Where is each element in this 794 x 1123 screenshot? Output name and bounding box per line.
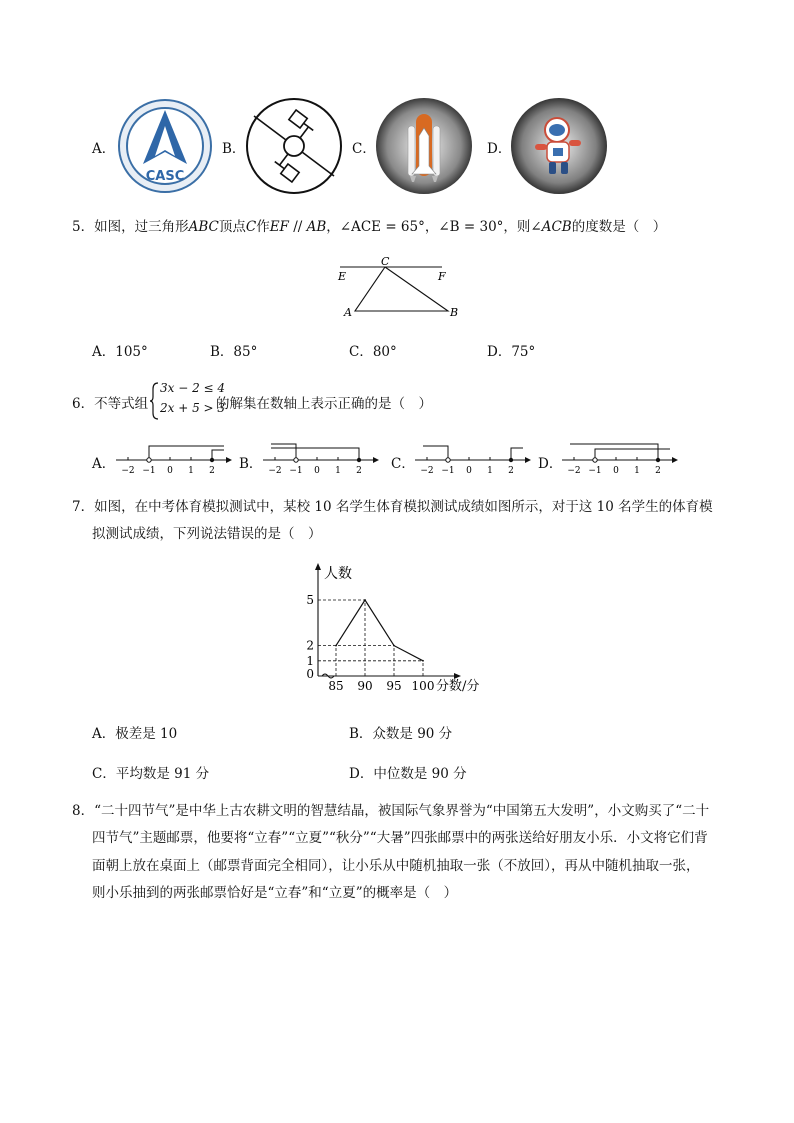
q5-answer-a: A．105°	[92, 344, 148, 360]
q6-option-c-label: C．	[391, 456, 415, 472]
svg-text:−2: −2	[121, 466, 135, 476]
svg-text:−1: −1	[142, 466, 156, 476]
q6-ineq1: 3x − 2 ≤ 4	[160, 381, 226, 395]
satellite-symbol-icon	[244, 96, 344, 196]
x-tick-label: 90	[357, 679, 373, 693]
q7-answer-c: C．平均数是 91 分	[92, 766, 210, 782]
svg-text:0: 0	[314, 466, 320, 476]
svg-text:−1: −1	[289, 466, 303, 476]
q5-ef: EF	[269, 219, 289, 235]
q6-numberline-d	[560, 440, 680, 476]
origin-label: 0	[306, 667, 314, 681]
data-point	[393, 645, 395, 647]
q5-answer-b: B．85°	[210, 344, 258, 360]
svg-text:1: 1	[188, 466, 194, 476]
q5-acb: ACB	[541, 219, 572, 235]
label-e: E	[338, 270, 347, 283]
q7-line-chart	[296, 558, 496, 698]
svg-text:2: 2	[356, 466, 362, 476]
svg-text:0: 0	[613, 466, 619, 476]
y-axis-arrow	[315, 563, 321, 570]
astronaut-icon	[509, 96, 609, 196]
q7-answer-d: D．中位数是 90 分	[349, 766, 467, 782]
q5-number: 5．	[72, 219, 95, 235]
svg-text:−1: −1	[441, 466, 455, 476]
x-tick-label: 85	[328, 679, 344, 693]
q6-numberline-c	[413, 440, 533, 476]
q6-ineq2: 2x + 5 > 3	[160, 401, 226, 415]
q8-number: 8．	[72, 803, 95, 819]
q8-stem-line4: 则小乐抽到的两张邮票恰好是“立春”和“立夏”的概率是（ ）	[92, 885, 458, 901]
q4-option-d-label: D．	[487, 141, 512, 157]
q7-number: 7．	[72, 499, 95, 515]
label-c: C	[381, 255, 390, 268]
q6-numberline-a	[114, 440, 234, 476]
space-shuttle-icon	[374, 96, 474, 196]
svg-text:1: 1	[487, 466, 493, 476]
q5-answer-d: D．75°	[487, 344, 536, 360]
data-point	[335, 645, 337, 647]
q4-option-c-label: C．	[352, 141, 376, 157]
svg-text:2: 2	[655, 466, 661, 476]
q5-stem	[72, 217, 666, 237]
q7-line1: 如图，在中考体育模拟测试中，某校 10 名学生体育模拟测试成绩如图所示，对于这 10 名学生的体育模	[94, 499, 713, 515]
data-point	[422, 660, 424, 662]
data-point	[364, 599, 366, 601]
casc-logo-icon	[117, 98, 213, 194]
y-tick-label: 5	[306, 593, 314, 607]
q7-answer-b: B．众数是 90 分	[349, 726, 453, 742]
svg-text:−1: −1	[588, 466, 602, 476]
q6-brace-icon	[150, 381, 160, 421]
chart-labels	[306, 565, 479, 694]
casc-logo-text: CASC	[145, 169, 185, 184]
q5-abc: ABC	[188, 219, 219, 235]
svg-text:2: 2	[209, 466, 215, 476]
q4-option-b-label: B．	[222, 141, 246, 157]
x-tick-label: 95	[386, 679, 402, 693]
q5-parallel: //	[288, 219, 307, 235]
svg-text:1: 1	[634, 466, 640, 476]
label-b: B	[450, 306, 459, 319]
svg-text:0: 0	[466, 466, 472, 476]
q6-text-pre: 不等式组	[94, 396, 149, 412]
q8-stem-line3: 面朝上放在桌面上（邮票背面完全相同），让小乐从中随机抽取一张（不放回），再从中随机抽取一张，	[92, 858, 700, 874]
chart-series	[335, 599, 424, 662]
q6-numberline-b	[261, 440, 381, 476]
q6-option-a-label: A．	[92, 456, 116, 472]
q6-text-post: 的解集在数轴上表示正确的是（ ）	[216, 396, 432, 412]
label-f: F	[438, 270, 446, 283]
x-tick-label: 100	[411, 679, 435, 693]
q5-text-vertex: 顶点	[218, 219, 246, 235]
q5-text-post: 的度数是（ ）	[571, 219, 667, 235]
y-axis-label: 人数	[324, 566, 352, 582]
y-tick-label: 1	[306, 653, 314, 668]
svg-text:2: 2	[508, 466, 514, 476]
q5-ab: AB	[306, 219, 327, 235]
q6-number: 6．	[72, 396, 95, 412]
q4-option-a-label: A．	[92, 141, 116, 157]
svg-text:−2: −2	[420, 466, 434, 476]
svg-text:−2: −2	[268, 466, 282, 476]
y-tick-label: 2	[306, 638, 314, 653]
chart-guides	[318, 600, 423, 676]
q5-text-angle1: ，∠ACE = 65°，∠B = 30°，则∠	[326, 219, 542, 235]
q8-stem-line2: 四节气”主题邮票，他要将“立春”“立夏”“秋分”“大暑”四张邮票中的两张送给好朋友小乐．小文将它们背	[92, 830, 708, 846]
label-a: A	[344, 306, 352, 319]
q5-text-make: 作	[256, 219, 270, 235]
q7-stem-line1	[72, 497, 713, 517]
triangle-abc	[355, 267, 448, 311]
svg-text:1: 1	[335, 466, 341, 476]
q8-line1: “二十四节气”是中华上古农耕文明的智慧结晶，被国际气象界誉为“中国第五大发明”，小文购买了“二十	[94, 803, 710, 819]
series-line	[336, 600, 423, 661]
svg-text:0: 0	[167, 466, 173, 476]
svg-text:−2: −2	[567, 466, 581, 476]
q7-stem-line2: 拟测试成绩，下列说法错误的是（ ）	[92, 526, 322, 542]
q5-text-pre: 如图，过三角形	[94, 219, 189, 235]
q6-option-d-label: D．	[538, 456, 563, 472]
q6-number-text	[72, 392, 148, 412]
q5-triangle-figure	[330, 255, 470, 325]
x-axis-label: 分数/分	[436, 679, 480, 694]
q8-stem-line1	[72, 801, 709, 821]
q5-c: C	[245, 219, 257, 235]
q6-option-b-label: B．	[239, 456, 263, 472]
q7-answer-a: A．极差是 10	[92, 726, 178, 742]
q5-answer-c: C．80°	[349, 344, 397, 360]
